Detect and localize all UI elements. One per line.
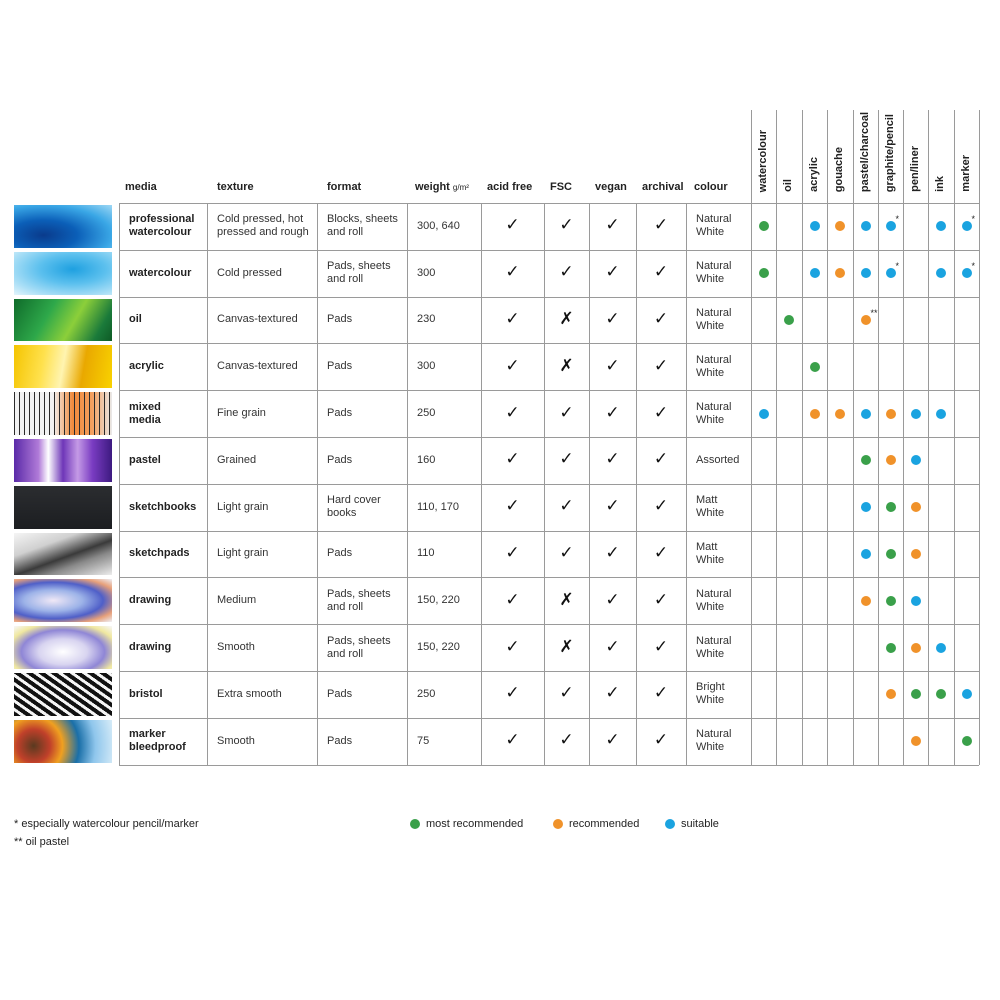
row-acid-free-mark: ✓ <box>505 262 520 282</box>
row-weight: 300 <box>417 266 436 279</box>
row-format: Pads <box>327 453 353 466</box>
grid-header-line <box>853 110 854 203</box>
row-footnote-star: * <box>971 261 976 272</box>
row-vegan-mark: ✓ <box>605 402 620 422</box>
suitability-dot-recommended <box>911 643 921 653</box>
row-archival-mark: ✓ <box>653 589 669 609</box>
suitability-dot-suitable <box>759 409 769 419</box>
row-vegan-mark: ✓ <box>605 496 620 516</box>
suitability-dot-most <box>759 221 769 231</box>
row-archival-mark: ✓ <box>653 730 669 750</box>
paper-swatch-image <box>14 533 112 576</box>
header-use-oil: oil <box>782 179 794 192</box>
row-media: watercolour <box>129 266 192 279</box>
header-acid-free: acid free <box>487 181 533 193</box>
row-texture: Medium <box>217 594 257 607</box>
grid-header-line <box>903 110 904 203</box>
grid-column-line <box>589 203 590 765</box>
row-texture: Fine grain <box>217 407 266 420</box>
suitability-dot-most <box>886 549 896 559</box>
suitability-dot-suitable <box>936 643 946 653</box>
header-archival: archival <box>642 181 684 193</box>
row-fsc-mark: ✓ <box>559 730 574 750</box>
paper-swatch-image <box>14 579 112 622</box>
row-archival-mark: ✓ <box>653 262 669 282</box>
row-archival-mark: ✓ <box>653 449 669 469</box>
suitability-dot-most <box>936 689 946 699</box>
row-fsc-mark: ✓ <box>559 683 574 703</box>
suitability-dot-recommended <box>886 409 896 419</box>
suitability-dot-suitable <box>911 455 921 465</box>
footnote-double-star: ** oil pastel <box>14 836 70 848</box>
paper-swatch-image <box>14 720 112 763</box>
suitability-dot-suitable <box>861 502 871 512</box>
row-media: sketchbooks <box>129 500 197 513</box>
row-fsc-mark: ✓ <box>559 449 574 469</box>
row-texture: Canvas-textured <box>217 360 298 373</box>
row-archival-mark: ✓ <box>653 309 669 328</box>
row-archival-mark: ✓ <box>653 402 669 422</box>
row-weight: 75 <box>417 734 430 747</box>
suitability-dot-recommended <box>911 736 921 746</box>
row-weight: 250 <box>417 407 436 420</box>
suitability-dot-suitable <box>936 221 946 231</box>
legend-suitable <box>665 818 719 830</box>
grid-column-line <box>827 203 828 765</box>
suitability-dot-suitable <box>911 409 921 419</box>
legend-most-recommended <box>410 818 523 830</box>
grid-column-line <box>686 203 687 765</box>
grid-column-line <box>928 203 929 765</box>
paper-swatch-image <box>14 345 112 388</box>
row-colour: Natural White <box>696 260 732 286</box>
row-weight: 110 <box>417 547 435 560</box>
row-colour: Bright White <box>696 681 725 707</box>
grid-row-line <box>119 250 979 251</box>
row-colour: Natural White <box>696 306 732 332</box>
grid-column-line <box>481 203 482 765</box>
suitability-dot-suitable <box>861 268 871 278</box>
row-footnote-star: * <box>895 261 900 272</box>
suitability-dot-suitable <box>810 221 820 231</box>
header-use-gouache: gouache <box>833 146 845 192</box>
suitability-dot-most <box>759 268 769 278</box>
row-format: Pads <box>327 360 353 373</box>
suitability-dot-recommended <box>861 596 871 606</box>
row-footnote-star: * <box>895 214 900 225</box>
header-use-pastel-charcoal: pastel/charcoal <box>859 111 871 192</box>
grid-column-line <box>407 203 408 765</box>
grid-header-line <box>979 110 980 203</box>
suitability-dot-recommended <box>911 502 921 512</box>
grid-header-line <box>776 110 777 203</box>
grid-column-line <box>878 203 879 765</box>
row-footnote-star: ** <box>870 308 878 318</box>
row-fsc-mark: ✗ <box>559 309 574 328</box>
paper-swatch-image <box>14 486 112 529</box>
grid-column-line <box>853 203 854 765</box>
suitability-dot-most <box>886 643 896 653</box>
grid-row-line <box>119 531 979 532</box>
grid-row-line <box>119 624 979 625</box>
row-texture: Smooth <box>217 734 255 747</box>
row-vegan-mark: ✓ <box>605 543 620 562</box>
row-weight: 110, 170 <box>417 500 460 513</box>
row-texture: Canvas-textured <box>217 313 298 326</box>
row-format: Pads <box>327 734 353 747</box>
grid-row-line <box>119 671 979 672</box>
suitability-dot-most <box>886 502 896 512</box>
row-media: bristol <box>129 687 163 700</box>
suitability-dot-most <box>962 736 972 746</box>
row-weight: 230 <box>417 313 436 326</box>
row-vegan-mark: ✓ <box>605 355 620 375</box>
row-colour: Natural White <box>696 353 732 379</box>
suitability-dot-suitable <box>936 268 946 278</box>
row-format: Pads <box>327 687 353 700</box>
row-format: Hard cover books <box>327 494 381 520</box>
legend-dot-green-icon <box>410 819 420 829</box>
row-acid-free-mark: ✓ <box>505 730 520 750</box>
row-texture: Extra smooth <box>217 687 282 700</box>
row-media: drawing <box>129 594 172 607</box>
row-colour: Matt White <box>696 494 725 520</box>
grid-header-line <box>954 110 955 203</box>
suitability-dot-recommended <box>810 409 820 419</box>
paper-guide-table <box>14 100 984 770</box>
row-acid-free-mark: ✓ <box>505 215 520 235</box>
row-fsc-mark: ✓ <box>559 402 574 422</box>
row-footnote-star: * <box>971 214 976 225</box>
header-weight-unit: g/m² <box>452 183 469 192</box>
row-colour: Matt White <box>696 540 725 566</box>
header-format: format <box>327 181 362 193</box>
legend-label: most recommended <box>426 818 524 830</box>
row-texture: Grained <box>217 453 257 466</box>
grid-column-line <box>751 203 752 765</box>
suitability-dot-suitable <box>962 221 972 231</box>
row-archival-mark: ✓ <box>653 496 669 516</box>
grid-column-line <box>636 203 637 765</box>
row-format: Pads, sheets and roll <box>327 634 391 660</box>
row-media: mixed media <box>129 400 161 426</box>
grid-row-line <box>119 718 979 719</box>
suitability-dot-recommended <box>835 221 845 231</box>
row-fsc-mark: ✗ <box>559 355 574 375</box>
row-vegan-mark: ✓ <box>605 636 620 656</box>
grid-column-line <box>776 203 777 765</box>
suitability-dot-most <box>861 455 871 465</box>
header-use-watercolour: watercolour <box>757 129 769 192</box>
row-archival-mark: ✓ <box>653 355 669 375</box>
header-use-marker: marker <box>960 155 972 192</box>
suitability-dot-recommended <box>861 315 871 325</box>
row-acid-free-mark: ✓ <box>505 402 520 422</box>
grid-header-line <box>751 110 752 203</box>
row-format: Pads <box>327 547 353 560</box>
row-colour: Natural White <box>696 213 732 239</box>
row-format: Pads <box>327 313 353 326</box>
row-media: drawing <box>129 641 172 654</box>
row-format: Pads, sheets and roll <box>327 587 391 613</box>
grid-row-line <box>119 577 979 578</box>
header-use-ink: ink <box>934 176 946 192</box>
row-texture: Light grain <box>217 500 269 513</box>
row-archival-mark: ✓ <box>653 215 669 235</box>
row-archival-mark: ✓ <box>653 636 669 656</box>
legend-label: recommended <box>569 818 640 830</box>
row-media: marker bleedproof <box>129 728 186 754</box>
paper-swatch-image <box>14 252 112 295</box>
header-colour: colour <box>694 181 728 193</box>
row-acid-free-mark: ✓ <box>505 683 520 703</box>
row-fsc-mark: ✓ <box>559 262 574 282</box>
grid-column-line <box>903 203 904 765</box>
grid-row-line <box>119 484 979 485</box>
row-colour: Natural White <box>696 400 732 426</box>
grid-row-line <box>119 297 979 298</box>
row-weight: 300 <box>417 360 436 373</box>
row-weight: 160 <box>417 453 436 466</box>
suitability-dot-most <box>810 362 820 372</box>
row-vegan-mark: ✓ <box>605 262 620 282</box>
row-fsc-mark: ✓ <box>559 215 574 235</box>
header-media: media <box>125 181 157 193</box>
row-format: Blocks, sheets and roll <box>327 213 398 239</box>
suitability-dot-most <box>911 689 921 699</box>
suitability-dot-most <box>784 315 794 325</box>
row-archival-mark: ✓ <box>653 543 669 562</box>
suitability-dot-recommended <box>911 549 921 559</box>
paper-swatch-image <box>14 673 112 716</box>
row-media: sketchpads <box>129 547 190 560</box>
row-fsc-mark: ✓ <box>559 496 574 516</box>
row-vegan-mark: ✓ <box>605 215 620 235</box>
paper-swatch-image <box>14 392 112 435</box>
grid-column-line <box>979 203 980 765</box>
row-vegan-mark: ✓ <box>605 309 620 328</box>
suitability-dot-suitable <box>886 221 896 231</box>
row-fsc-mark: ✗ <box>559 589 574 609</box>
suitability-dot-suitable <box>861 409 871 419</box>
suitability-dot-suitable <box>861 221 871 231</box>
suitability-dot-most <box>886 596 896 606</box>
legend-dot-orange-icon <box>553 819 563 829</box>
grid-row-line <box>119 765 979 766</box>
grid-row-line <box>119 343 979 344</box>
row-texture: Light grain <box>217 547 269 560</box>
paper-swatch-image <box>14 626 112 669</box>
paper-swatch-image <box>14 439 112 482</box>
row-texture: Cold pressed, hot pressed and rough <box>217 213 309 239</box>
grid-row-line <box>119 390 979 391</box>
row-weight: 300, 640 <box>417 219 460 232</box>
row-colour: Natural White <box>696 634 732 660</box>
suitability-dot-suitable <box>886 268 896 278</box>
row-acid-free-mark: ✓ <box>505 496 520 516</box>
header-use-graphite-pencil: graphite/pencil <box>884 113 896 192</box>
row-texture: Smooth <box>217 641 255 654</box>
header-texture: texture <box>217 181 254 193</box>
row-media: acrylic <box>129 360 164 373</box>
suitability-dot-recommended <box>886 455 896 465</box>
row-acid-free-mark: ✓ <box>505 449 520 469</box>
row-texture: Cold pressed <box>217 266 282 279</box>
grid-header-line <box>802 110 803 203</box>
suitability-dot-recommended <box>835 268 845 278</box>
row-acid-free-mark: ✓ <box>505 636 520 656</box>
row-fsc-mark: ✗ <box>559 636 574 656</box>
row-format: Pads <box>327 407 353 420</box>
row-vegan-mark: ✓ <box>605 683 620 703</box>
grid-column-line <box>544 203 545 765</box>
legend-label: suitable <box>681 818 719 830</box>
header-fsc: FSC <box>550 181 572 193</box>
suitability-dot-suitable <box>962 689 972 699</box>
grid-column-line <box>119 203 120 765</box>
grid-header-line <box>878 110 879 203</box>
grid-column-line <box>207 203 208 765</box>
row-weight: 150, 220 <box>417 641 460 654</box>
grid-header-line <box>928 110 929 203</box>
grid-column-line <box>954 203 955 765</box>
row-acid-free-mark: ✓ <box>505 543 520 562</box>
paper-swatch-image <box>14 205 112 248</box>
row-colour: Natural White <box>696 587 732 613</box>
row-vegan-mark: ✓ <box>605 449 620 469</box>
row-archival-mark: ✓ <box>653 683 669 703</box>
row-weight: 150, 220 <box>417 594 460 607</box>
row-colour: Natural White <box>696 728 732 754</box>
legend-recommended <box>553 818 639 830</box>
suitability-dot-suitable <box>861 549 871 559</box>
row-weight: 250 <box>417 687 436 700</box>
row-media: pastel <box>129 453 161 466</box>
row-fsc-mark: ✓ <box>559 543 574 562</box>
row-vegan-mark: ✓ <box>605 730 620 750</box>
row-acid-free-mark: ✓ <box>505 589 520 609</box>
row-format: Pads, sheets and roll <box>327 260 391 286</box>
legend-dot-blue-icon <box>665 819 675 829</box>
suitability-dot-recommended <box>835 409 845 419</box>
suitability-dot-suitable <box>936 409 946 419</box>
grid-row-line <box>119 203 979 204</box>
grid-column-line <box>802 203 803 765</box>
grid-header-line <box>827 110 828 203</box>
row-vegan-mark: ✓ <box>605 589 620 609</box>
header-use-pen-liner: pen/liner <box>909 146 921 192</box>
header-use-acrylic: acrylic <box>808 157 820 192</box>
row-colour: Assorted <box>696 453 740 466</box>
row-media: professional watercolour <box>129 213 195 239</box>
suitability-dot-recommended <box>886 689 896 699</box>
row-acid-free-mark: ✓ <box>505 355 520 375</box>
row-media: oil <box>129 313 142 326</box>
suitability-dot-suitable <box>911 596 921 606</box>
header-vegan: vegan <box>595 181 627 193</box>
row-acid-free-mark: ✓ <box>505 309 520 328</box>
header-weight: weight g/m² <box>415 181 469 193</box>
suitability-dot-suitable <box>810 268 820 278</box>
footnote-single-star: * especially watercolour pencil/marker <box>14 818 199 830</box>
grid-column-line <box>317 203 318 765</box>
suitability-dot-suitable <box>962 268 972 278</box>
grid-row-line <box>119 437 979 438</box>
paper-swatch-image <box>14 299 112 342</box>
